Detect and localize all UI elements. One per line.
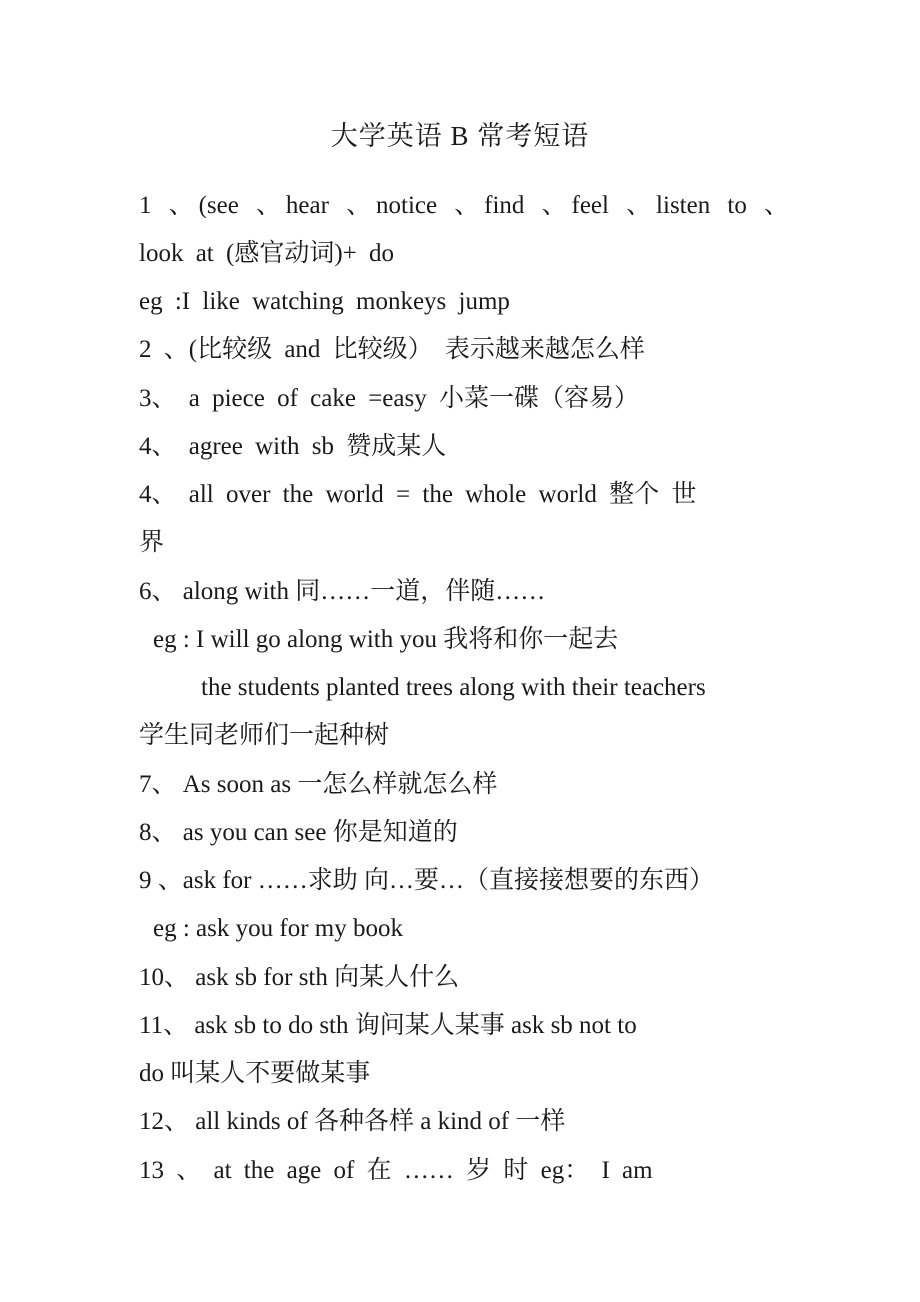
text-line-8: 界 xyxy=(139,529,165,556)
text-line-12: 学生同老师们一起种树 xyxy=(139,722,390,749)
text-line-10: eg : I will go along with you 我将和你一起去 xyxy=(153,626,619,653)
text-line-16: eg : ask you for my book xyxy=(153,915,403,942)
text-line-14: 8、 as you can see 你是知道的 xyxy=(139,819,458,846)
text-line-21: 13 、 at the age of 在 …… 岁 时 eg： I am xyxy=(139,1157,653,1184)
text-line-13: 7、 As soon as 一怎么样就怎么样 xyxy=(139,771,498,798)
text-line-1: 1 、(see 、hear 、notice 、find 、feel 、listen to 、 xyxy=(139,192,789,219)
text-line-7: 4、 all over the world = the whole world 整个 世 xyxy=(139,481,697,508)
text-line-20: 12、 all kinds of 各种各样 a kind of 一样 xyxy=(139,1108,566,1135)
text-line-4: 2 、(比较级 and 比较级） 表示越来越怎么样 xyxy=(139,336,645,363)
text-line-17: 10、 ask sb for sth 向某人什么 xyxy=(139,964,460,991)
text-line-2: look at (感官动词)+ do xyxy=(139,240,394,267)
text-line-3: eg :I like watching monkeys jump xyxy=(139,288,510,315)
document-title: 大学英语 B 常考短语 xyxy=(330,121,590,151)
text-line-11: the students planted trees along with their teachers xyxy=(201,674,706,701)
text-line-9: 6、 along with 同……一道，伴随…… xyxy=(139,578,546,605)
text-line-6: 4、 agree with sb 赞成某人 xyxy=(139,433,447,460)
text-line-18: 11、 ask sb to do sth 询问某人某事 ask sb not to xyxy=(139,1012,637,1039)
text-line-19: do 叫某人不要做某事 xyxy=(139,1060,371,1087)
text-line-5: 3、 a piece of cake =easy 小菜一碟（容易） xyxy=(139,385,639,412)
text-line-15: 9 、ask for ……求助 向…要…（直接接想要的东西） xyxy=(139,867,714,894)
